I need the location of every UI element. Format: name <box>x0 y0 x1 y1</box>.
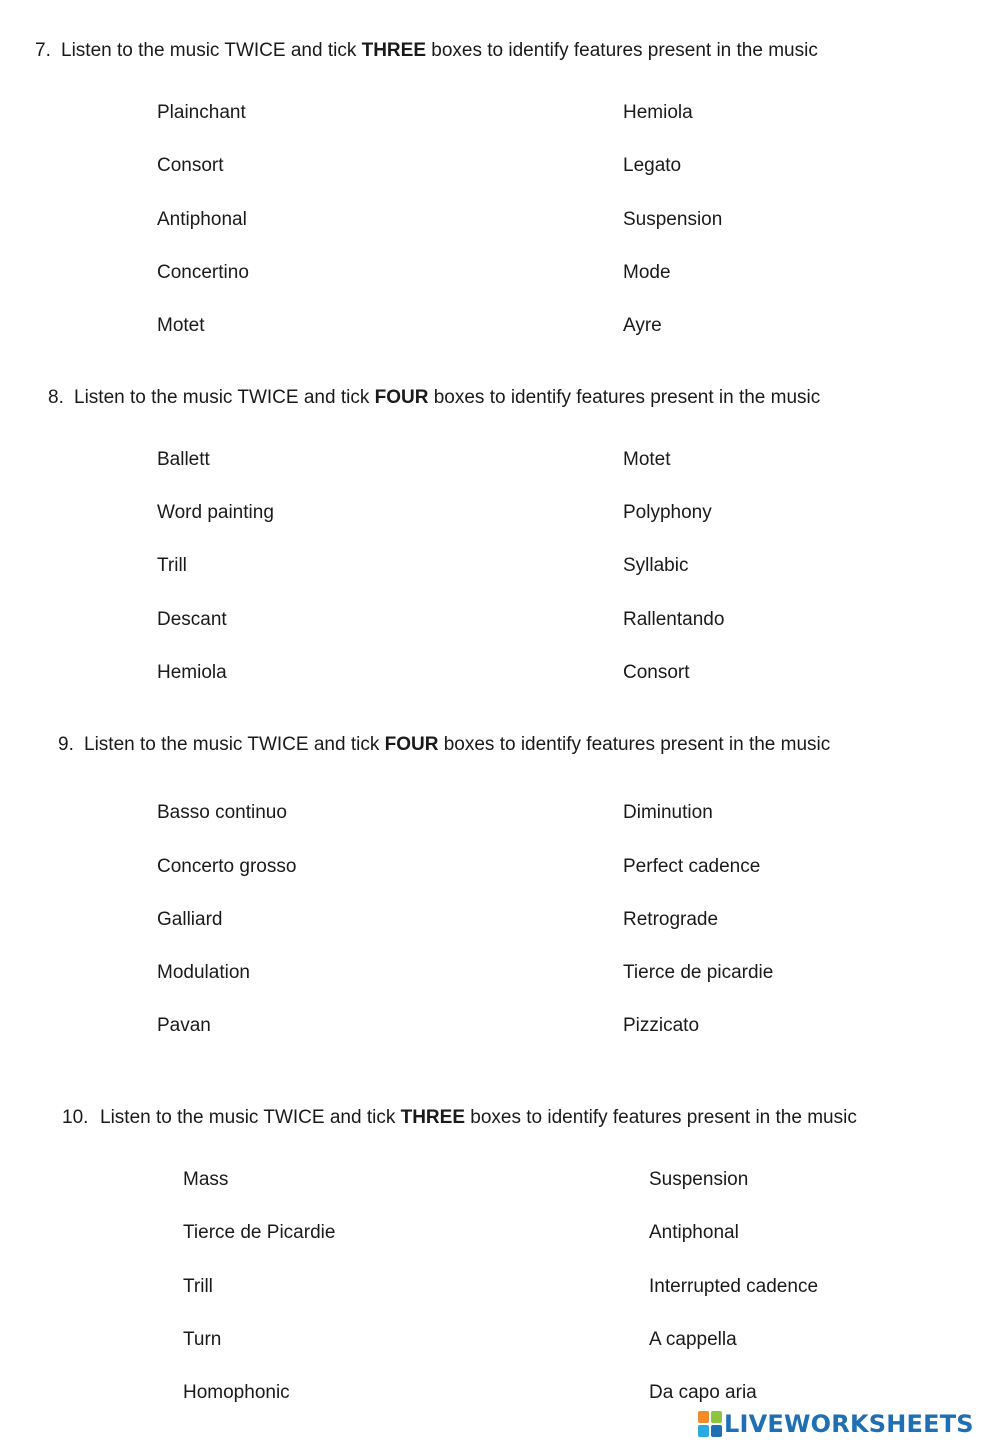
option-trill[interactable]: Trill <box>183 1276 213 1297</box>
prompt-text: Listen to the music TWICE and tick <box>61 40 362 61</box>
option-galliard[interactable]: Galliard <box>157 909 223 930</box>
option-ayre[interactable]: Ayre <box>623 315 662 336</box>
question-8-prompt <box>48 386 820 410</box>
option-suspension[interactable]: Suspension <box>649 1169 749 1190</box>
question-10-prompt <box>62 1106 857 1130</box>
option-trill[interactable]: Trill <box>157 555 187 576</box>
option-concerto-grosso[interactable]: Concerto grosso <box>157 856 297 877</box>
option-suspension[interactable]: Suspension <box>623 209 723 230</box>
option-turn[interactable]: Turn <box>183 1329 222 1350</box>
option-plainchant[interactable]: Plainchant <box>157 102 246 123</box>
option-a-cappella[interactable]: A cappella <box>649 1329 737 1350</box>
option-consort[interactable]: Consort <box>623 662 690 683</box>
option-polyphony[interactable]: Polyphony <box>623 502 712 523</box>
option-legato[interactable]: Legato <box>623 155 682 176</box>
option-hemiola[interactable]: Hemiola <box>623 102 693 123</box>
option-word-painting[interactable]: Word painting <box>157 502 274 523</box>
prompt-emphasis: THREE <box>361 40 427 61</box>
option-motet[interactable]: Motet <box>157 315 205 336</box>
option-interrupted-cadence[interactable]: Interrupted cadence <box>649 1276 819 1297</box>
option-descant[interactable]: Descant <box>157 609 227 630</box>
prompt-emphasis: FOUR <box>374 387 429 408</box>
question-7-prompt <box>35 39 818 63</box>
prompt-emphasis: FOUR <box>384 734 439 755</box>
option-mode[interactable]: Mode <box>623 262 671 283</box>
option-tierce-de-picardie[interactable]: Tierce de picardie <box>623 962 774 983</box>
option-ballett[interactable]: Ballett <box>157 449 210 470</box>
question-number: 10. <box>62 1107 89 1128</box>
option-antiphonal[interactable]: Antiphonal <box>157 209 247 230</box>
option-rallentando[interactable]: Rallentando <box>623 609 725 630</box>
option-tierce-de-picardie[interactable]: Tierce de Picardie <box>183 1222 336 1243</box>
option-modulation[interactable]: Modulation <box>157 962 250 983</box>
option-homophonic[interactable]: Homophonic <box>183 1382 290 1403</box>
option-mass[interactable]: Mass <box>183 1169 229 1190</box>
prompt-text: Listen to the music TWICE and tick <box>100 1107 401 1128</box>
question-number: 7. <box>35 40 51 61</box>
liveworksheets-logo-icon <box>698 1411 722 1437</box>
prompt-text: boxes to identify features present in the music <box>438 734 831 755</box>
option-pavan[interactable]: Pavan <box>157 1015 211 1036</box>
option-retrograde[interactable]: Retrograde <box>623 909 719 930</box>
option-basso-continuo[interactable]: Basso continuo <box>157 802 287 823</box>
option-motet[interactable]: Motet <box>623 449 671 470</box>
liveworksheets-logo <box>698 1408 998 1440</box>
prompt-text: Listen to the music TWICE and tick <box>84 734 385 755</box>
question-9-prompt <box>58 733 830 757</box>
option-diminution[interactable]: Diminution <box>623 802 713 823</box>
question-number: 8. <box>48 387 64 408</box>
option-pizzicato[interactable]: Pizzicato <box>623 1015 700 1036</box>
option-da-capo-aria[interactable]: Da capo aria <box>649 1382 757 1403</box>
option-concertino[interactable]: Concertino <box>157 262 249 283</box>
option-consort[interactable]: Consort <box>157 155 224 176</box>
prompt-text: boxes to identify features present in the music <box>465 1107 857 1128</box>
option-perfect-cadence[interactable]: Perfect cadence <box>623 856 761 877</box>
prompt-text: boxes to identify features present in the music <box>428 387 821 408</box>
prompt-text: boxes to identify features present in the music <box>426 40 818 61</box>
option-syllabic[interactable]: Syllabic <box>623 555 689 576</box>
question-number: 9. <box>58 734 74 755</box>
option-hemiola[interactable]: Hemiola <box>157 662 227 683</box>
prompt-emphasis: THREE <box>400 1107 466 1128</box>
option-antiphonal[interactable]: Antiphonal <box>649 1222 739 1243</box>
prompt-text: Listen to the music TWICE and tick <box>74 387 375 408</box>
brand-name: LIVEWORKSHEETS <box>724 1410 974 1438</box>
